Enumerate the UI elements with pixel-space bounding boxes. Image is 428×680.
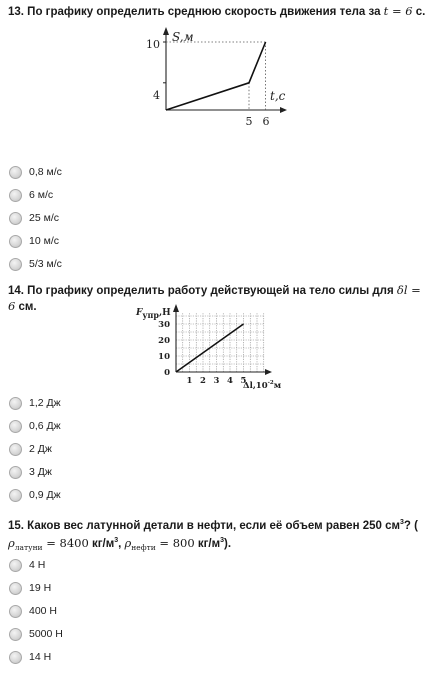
rho-symbol-1: ρ [8,535,15,550]
question-15-text: 15. Каков вес латунной детали в нефти, если её объем равен 250 см [8,519,400,532]
question-14-text: 14. По графику определить работу действующей на тело силы для [8,285,397,297]
option-label: 0,9 Дж [29,489,61,501]
option-label: 1,2 Дж [29,397,61,409]
option-label: 0,8 м/с [29,166,62,178]
q14-x-axis-label [243,380,282,391]
question-13-text: 13. По графику определить среднюю скорость движения тела за [8,6,384,18]
density-oil-sup: 3 [220,537,225,544]
q14-x-tick-label: 1 [186,376,193,386]
q13-option-5[interactable] [9,255,62,273]
option-label: 5/3 м/с [29,258,62,270]
option-label: 14 Н [29,651,52,663]
q14-y-axis-arrow [173,304,179,312]
q14-option-1[interactable] [9,394,61,412]
q15-option-5[interactable] [9,648,51,666]
question-13-title [8,4,425,20]
radio-button-icon[interactable] [9,489,22,502]
q14-x-label-unit: м [273,381,282,391]
radio-button-icon[interactable] [9,212,22,225]
question-15-open: ? ( [403,519,418,532]
radio-button-icon[interactable] [9,466,22,479]
q13-y-axis-arrow [163,27,169,35]
option-label: 2 Дж [29,443,52,455]
q14-option-3[interactable] [9,440,52,458]
radio-button-icon[interactable] [9,189,22,202]
option-label: 25 м/с [29,212,59,224]
q13-distance-time-graph [140,24,300,136]
q14-y-ticks [158,320,170,378]
option-label: 19 Н [29,582,52,594]
radio-button-icon[interactable] [9,235,22,248]
q14-y-tick-label: 20 [158,336,170,346]
q14-y-tick-label: 0 [164,368,170,378]
q15-option-1[interactable] [9,556,45,574]
radio-button-icon[interactable] [9,443,22,456]
q15-option-3[interactable] [9,602,57,620]
radio-button-icon[interactable] [9,605,22,618]
question-15-title [8,515,418,534]
option-label: 0,6 Дж [29,420,61,432]
q13-series-line [166,42,266,110]
q14-x-tick-label: 5 [240,376,247,386]
density-oil-unit: кг/м [194,537,221,550]
radio-button-icon[interactable] [9,628,22,641]
q13-option-2[interactable] [9,186,53,204]
q13-y-tick-4: 4 [153,89,160,102]
question-13-math: t = 6 [383,4,413,18]
question-15-sup: 3 [400,519,404,526]
radio-button-icon[interactable] [9,559,22,572]
rho-sub-oil: нефти [131,543,156,553]
radio-button-icon[interactable] [9,420,22,433]
option-label: 10 м/с [29,235,59,247]
q14-y-label-sub: упр [142,310,159,320]
q13-option-1[interactable] [9,163,62,181]
rho-sub-brass: латуни [14,543,43,553]
q14-y-tick-label: 10 [158,352,170,362]
option-label: 400 Н [29,605,58,617]
q14-y-label-symbol: F [136,308,143,318]
radio-button-icon[interactable] [9,166,22,179]
q13-x-axis-arrow [280,107,287,113]
q13-x-axis-label: t,с [270,89,286,103]
q15-option-4[interactable] [9,625,63,643]
q13-option-4[interactable] [9,232,59,250]
q14-x-label-exp: -2 [267,380,274,386]
question-15-density-line [8,533,231,555]
q13-x-tick-5: 5 [245,115,253,128]
q14-option-4[interactable] [9,463,52,481]
rho-symbol-2: ρ [124,535,132,550]
q14-x-tick-label: 4 [227,376,233,386]
question-15-close: ). [224,537,232,550]
option-label: 5000 Н [29,628,63,640]
density-brass-unit: кг/м [88,537,115,550]
question-13-suffix: с. [412,6,426,18]
q14-option-2[interactable] [9,417,61,435]
q14-x-axis-arrow [265,369,272,375]
radio-button-icon[interactable] [9,397,22,410]
q13-option-3[interactable] [9,209,59,227]
q14-y-tick-label: 30 [158,320,170,330]
q14-x-label-main: Δl,10 [243,381,268,391]
q14-x-tick-label: 2 [200,376,206,386]
option-label: 4 Н [29,559,46,571]
q15-option-2[interactable] [9,579,51,597]
density-brass-sup: 3 [114,537,119,544]
option-label: 3 Дж [29,466,52,478]
radio-button-icon[interactable] [9,258,22,271]
question-14-math: δl = 6 [8,283,421,313]
q14-force-extension-graph [136,304,300,392]
q13-y-axis-label: S,м [172,30,194,44]
option-label: 6 м/с [29,189,54,201]
q13-y-tick-10: 10 [146,38,160,51]
radio-button-icon[interactable] [9,651,22,664]
density-brass-value: = 8400 [42,535,89,550]
density-oil-value: = 800 [155,535,195,550]
q13-x-tick-6: 6 [262,115,270,128]
q14-y-label-unit: ,Н [158,308,171,318]
q14-x-ticks [187,376,247,386]
q14-option-5[interactable] [9,486,61,504]
q14-y-axis-label [135,308,171,320]
separator: , [118,537,125,550]
question-14-suffix: см. [15,301,37,313]
q14-x-tick-label: 3 [213,376,220,386]
radio-button-icon[interactable] [9,582,22,595]
